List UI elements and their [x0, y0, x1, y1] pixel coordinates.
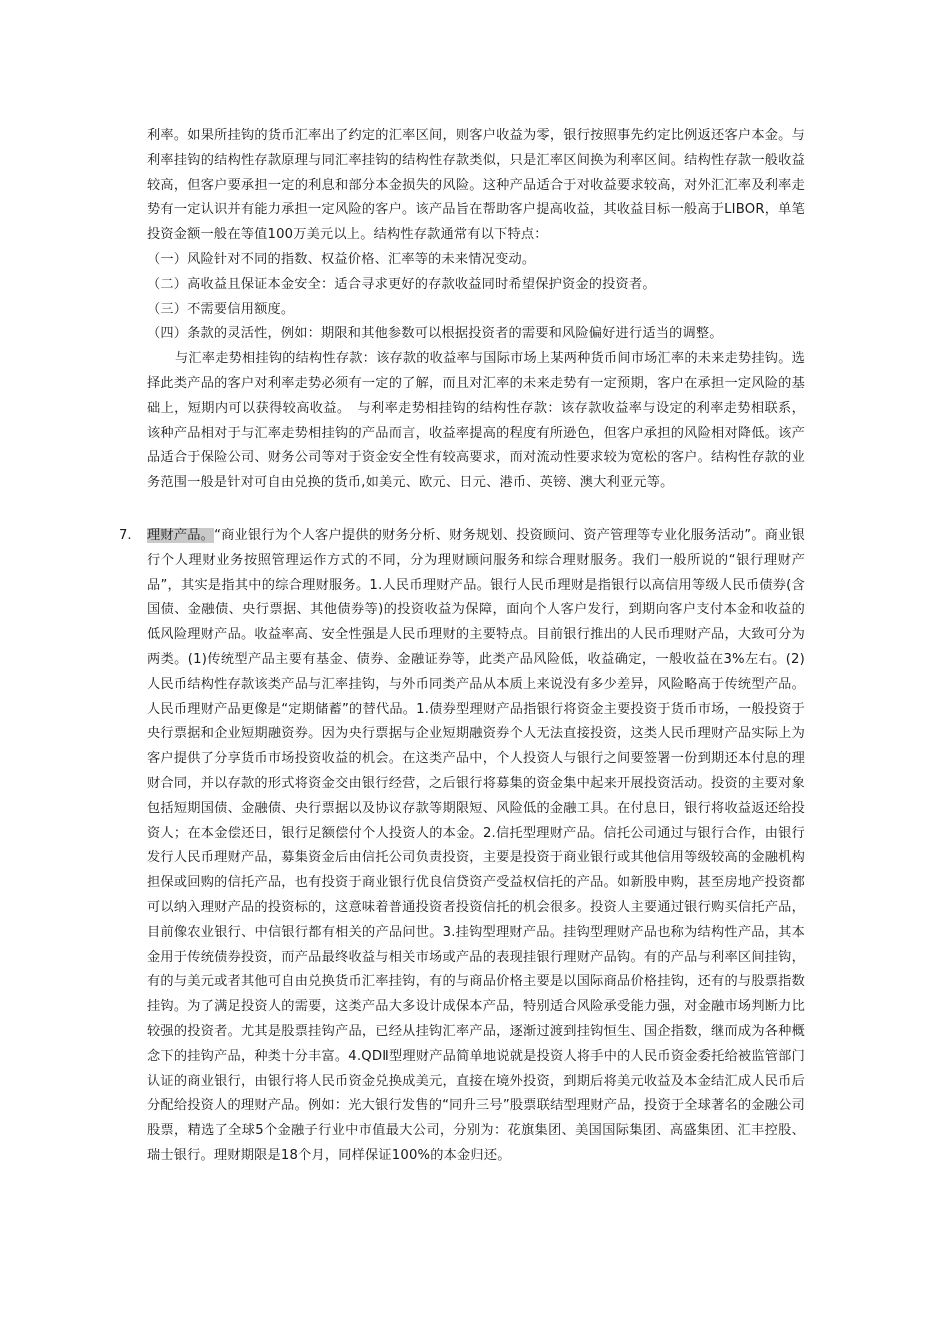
- feature-item-4: （四）条款的灵活性，例如：期限和其他参数可以根据投资者的需要和风险偏好进行适当的调整。: [147, 326, 723, 342]
- paragraph-wealth-products: [147, 524, 805, 1169]
- section-wealth-products: [147, 524, 805, 1169]
- paragraph-rate-linked-deposit: 与汇率走势相挂钩的结构性存款：该存款的收益率与国际市场上某两种货币间市场汇率的未来走势挂钩。选择此类产品的客户对利率走势必须有一定的了解，而且对汇率的未来走势有一定预期，客户在承担一定风险的基础上，短期内可以获得较高收益。 与利率走势相挂钩的结构性存款：该存款收益率与设定的利率走势相联系，该种产品相对于与汇率走势相挂钩的产品而言，收益率提高的程度有所逊色，但客户承担的风险相对降低。该产品适合于保险公司、财务公司等对于资金安全性有较高要求，而对流动性要求较为宽松的客户。结构性存款的业务范围一般是针对可自由兑换的货币,如美元、欧元、日元、港币、英镑、澳大利亚元等。: [147, 351, 805, 491]
- feature-item-1: （一）风险针对不同的指数、权益价格、汇率等的未来情况变动。: [147, 251, 536, 267]
- section-heading: 理财产品。: [147, 528, 215, 543]
- section-body: “商业银行为个人客户提供的财务分析、财务规划、投资顾问、资产管理等专业化服务活动”。商业银行个人理财业务按照管理运作方式的不同，分为理财顾问服务和综合理财服务。我们一般所说的“银行理财产品”，其实是指其中的综合理财服务。1.人民币理财产品。银行人民币理财是指银行以高信用等级人民币债券(含国债、金融债、央行票据、其他债券等)的投资收益为保障，面向个人客户发行，到期向客户支付本金和收益的低风险理财产品。收益率高、安全性强是人民币理财的主要特点。目前银行推出的人民币理财产品，大致可分为两类。(1)传统型产品主要有基金、债券、金融证券等，此类产品风险低，收益确定，一般收益在3%左右。(2)人民币结构性存款该类产品与汇率挂钩，与外币同类产品从本质上来说没有多少差异，风险略高于传统型产品。人民币理财产品更像是“定期储蓄”的替代品。1.债券型理财产品指银行将资金主要投资于货币市场，一般投资于央行票据和企业短期融资券。因为央行票据与企业短期融资券个人无法直接投资，这类人民币理财产品实际上为客户提供了分享货币市场投资收益的机会。在这类产品中，个人投资人与银行之间要签署一份到期还本付息的理财合同，并以存款的形式将资金交由银行经营，之后银行将募集的资金集中起来开展投资活动。投资的主要对象包括短期国债、金融债、央行票据以及协议存款等期限短、风险低的金融工具。在付息日，银行将收益返还给投资人；在本金偿还日，银行足额偿付个人投资人的本金。2.信托型理财产品。信托公司通过与银行合作，由银行发行人民币理财产品，募集资金后由信托公司负责投资，主要是投资于商业银行或其他信用等级较高的金融机构担保或回购的信托产品，也有投资于商业银行优良信贷资产受益权信托的产品。如新股申购，甚至房地产投资都可以纳入理财产品的投资标的，这意味着普通投资者投资信托的机会很多。投资人主要通过银行购买信托产品，目前像农业银行、中信银行都有相关的产品问世。3.挂钩型理财产品。挂钩型理财产品也称为结构性产品，其本金用于传统债券投资，而产品最终收益与相关市场或产品的表现挂银行理财产品钩。有的产品与利率区间挂钩，有的与美元或者其他可自由兑换货币汇率挂钩，有的与商品价格主要是以国际商品价格挂钩，还有的与股票指数挂钩。为了满足投资人的需要，这类产品大多设计成保本产品，特别适合风险承受能力强，对金融市场判断力比较强的投资者。尤其是股票挂钩产品，已经从挂钩汇率产品，逐渐过渡到挂钩恒生、国企指数，继而成为各种概念下的挂钩产品，种类十分丰富。4.QDⅡ型理财产品简单地说就是投资人将手中的人民币资金委托给被监管部门认证的商业银行，由银行将人民币资金兑换成美元，直接在境外投资，到期后将美元收益及本金结汇成人民币后分配给投资人的理财产品。例如：光大银行发售的“同升三号”股票联结型理财产品，投资于全球著名的金融公司股票，精选了全球5个金融子行业中市值最大公司，分别为：花旗集团、美国国际集团、高盛集团、汇丰控股、瑞士银行。理财期限是18个月，同样保证100%的本金归还。: [147, 528, 805, 1163]
- section-structured-deposit: [147, 124, 805, 496]
- paragraph-structured-deposit-intro: 利率。如果所挂钩的货币汇率出了约定的汇率区间，则客户收益为零，银行按照事先约定比例返还客户本金。与利率挂钩的结构性存款原理与同汇率挂钩的结构性存款类似，只是汇率区间换为利率区间。结构性存款一般收益较高，但客户要承担一定的利息和部分本金损失的风险。这种产品适合于对收益要求较高，对外汇汇率及利率走势有一定认识并有能力承担一定风险的客户。该产品旨在帮助客户提高收益，其收益目标一般高于LIBOR，单笔投资金额一般在等值100万美元以上。结构性存款通常有以下特点：: [147, 128, 805, 243]
- feature-item-3: （三）不需要信用额度。: [147, 301, 295, 317]
- feature-item-2: （二）高收益且保证本金安全：适合寻求更好的存款收益同时希望保护资金的投资者。: [147, 276, 656, 292]
- section-number: 7.: [119, 528, 132, 543]
